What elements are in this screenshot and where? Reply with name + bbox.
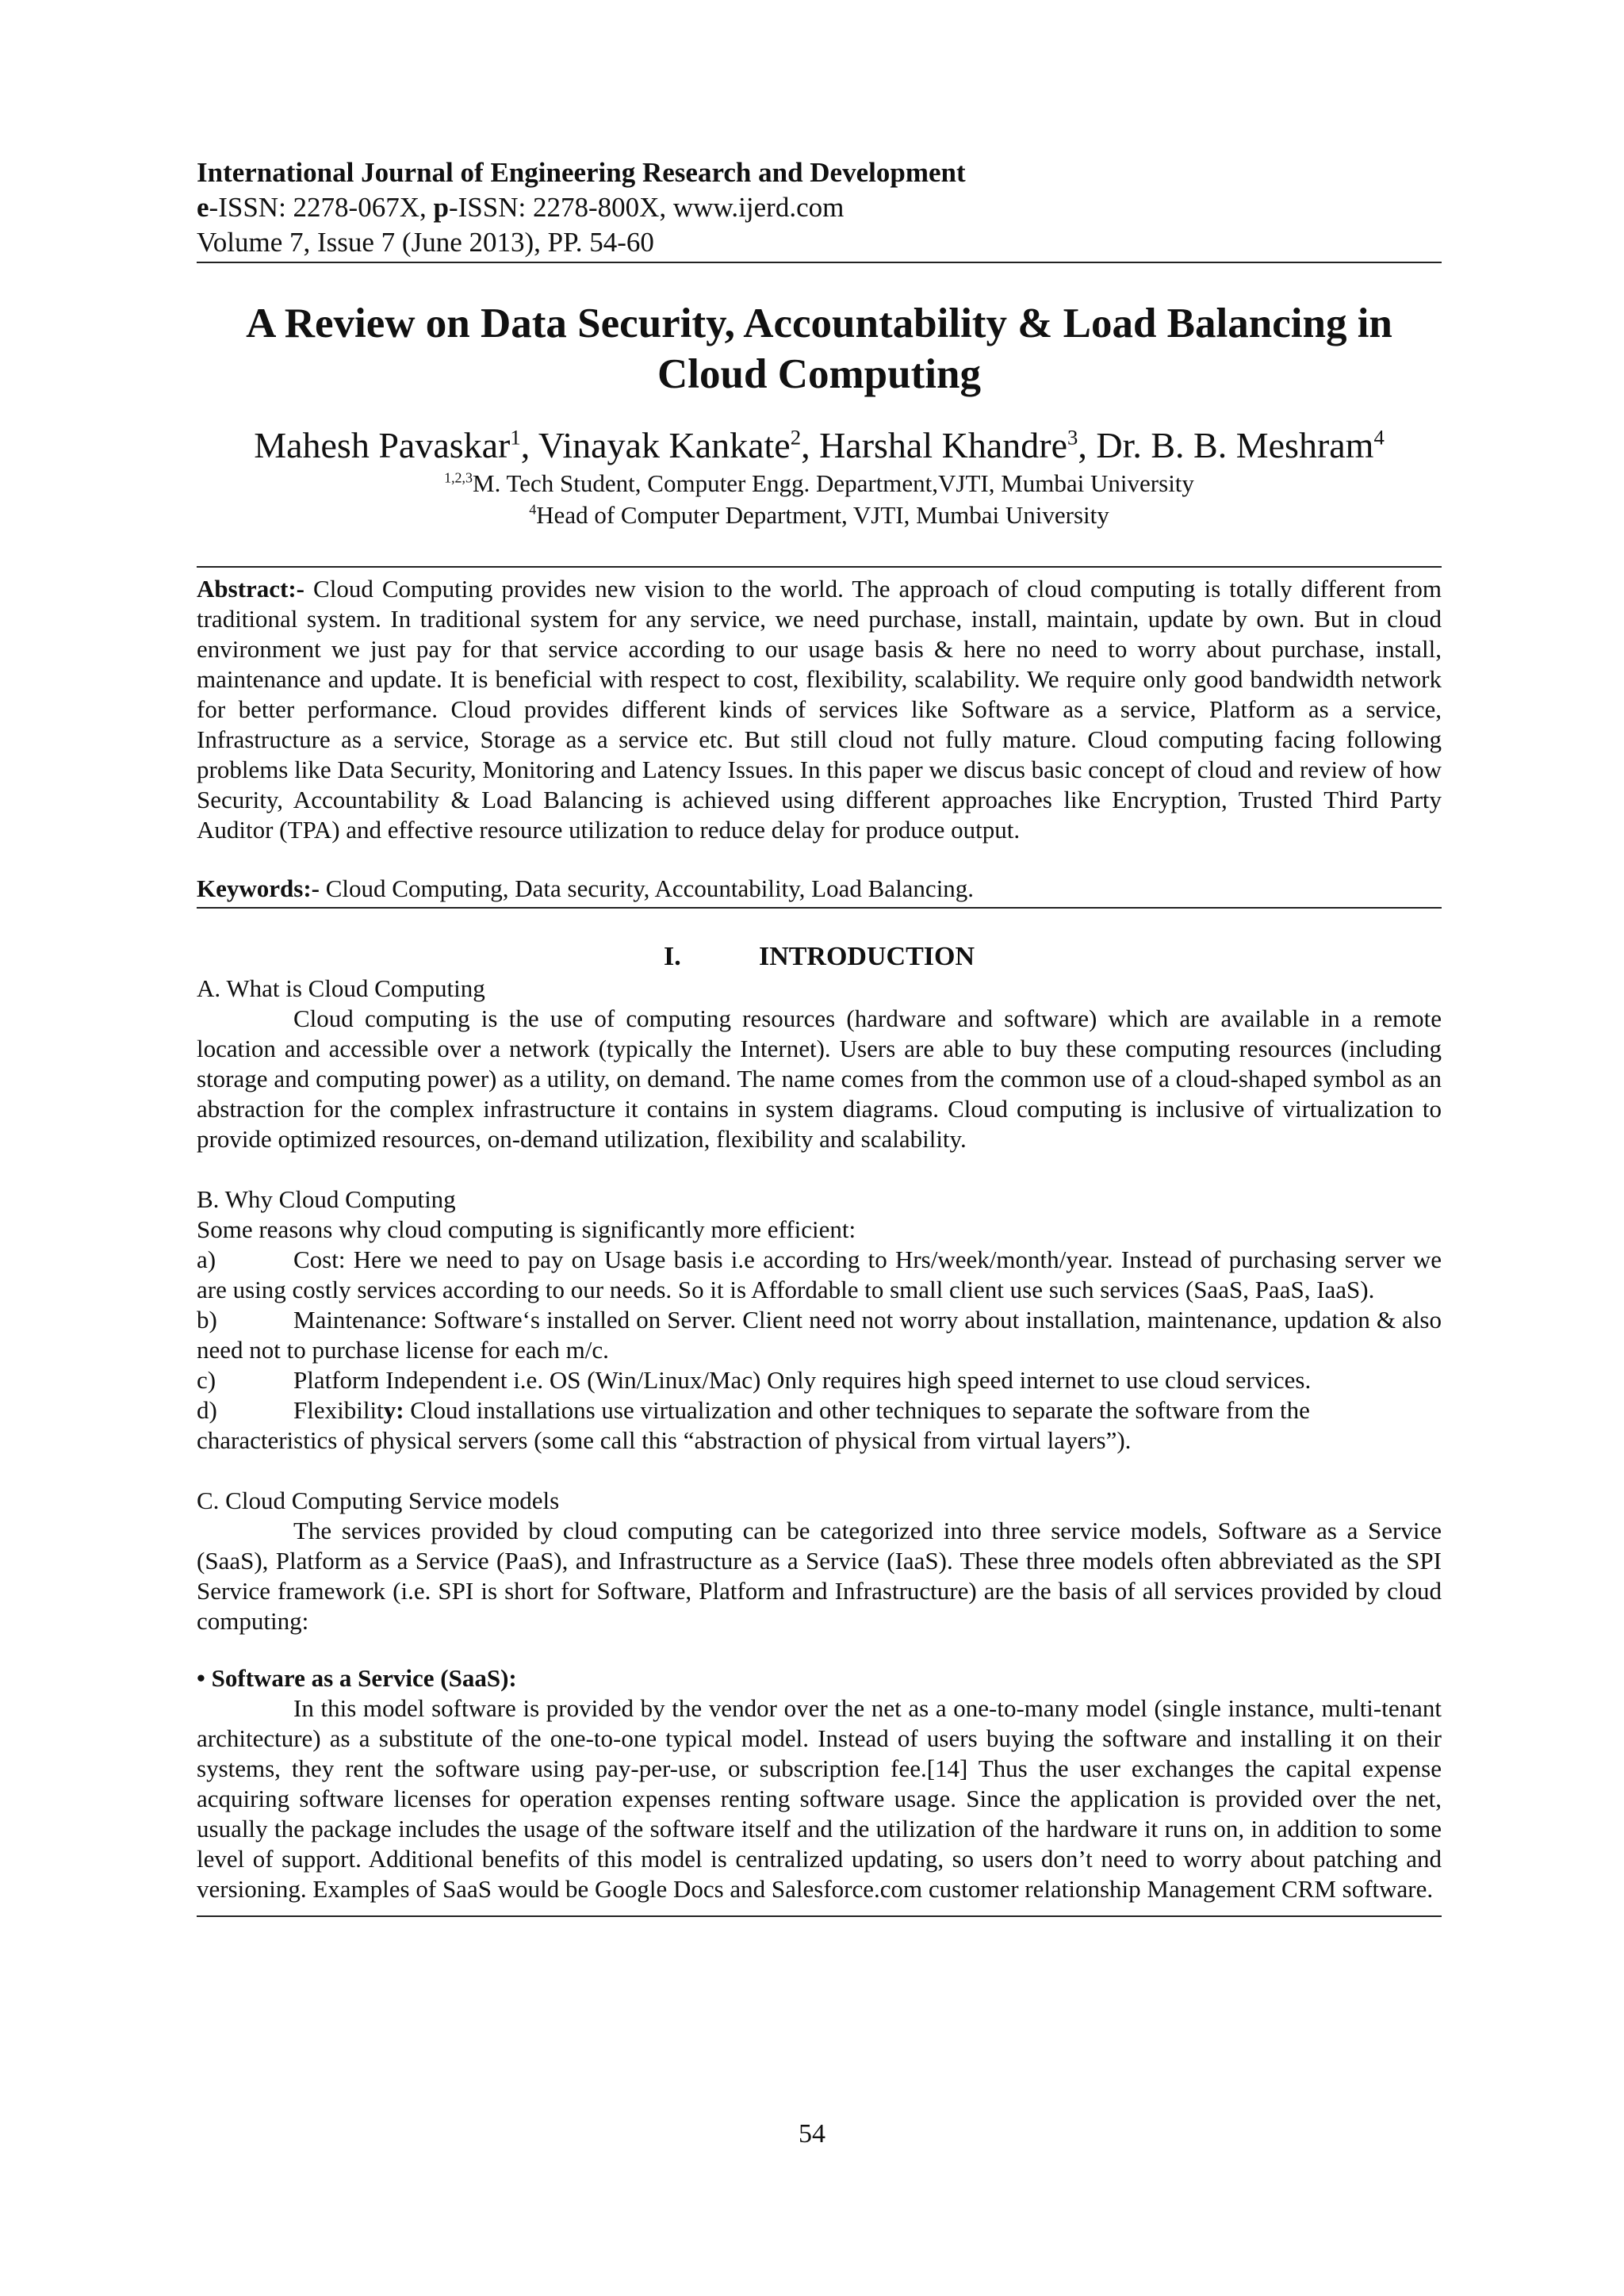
journal-issn: e-ISSN: 2278-067X, p-ISSN: 2278-800X, www.ijerd.com	[197, 192, 845, 223]
footer-rule	[197, 1915, 1442, 1917]
paper-title: A Review on Data Security, Accountability & Load Balancing in Cloud Computing	[246, 300, 1392, 397]
subsection-a-paragraph: Cloud computing is the use of computing resources (hardware and software) which are available in a remote location and accessible over a network (typically the Internet). Users are able to buy these computing resources (including storage and computing power) as a utility, on demand. The name comes from the common use of a cloud-shaped symbol as an abstraction for the complex infrastructure it contains in system diagrams. Cloud computing is inclusive of virtualization to provide optimized resources, on-demand utilization, flexibility and scalability.	[197, 1004, 1442, 1153]
subsection-b-heading: B. Why Cloud Computing	[197, 1185, 456, 1213]
journal-header	[197, 155, 1442, 260]
subsection-c-paragraph: The services provided by cloud computing can be categorized into three service models, Software as a Service (SaaS), Platform as a Service (PaaS), and Infrastructure as a Service (IaaS). These three models often abbreviated as the SPI Service framework (i.e. SPI is short for Software, Platform and Infrastructure) are the basis of all services provided by cloud computing:	[197, 1517, 1442, 1635]
list-item-maintenance: b) Maintenance: Software‘s installed on Server. Client need not worry about installation, maintenance, updation & also need not to purchase license for each m/c.	[197, 1306, 1442, 1364]
affiliation-2: $^4$Head of Computer Department, VJTI, Mumbai University	[529, 501, 1109, 529]
subsection-b-intro: Some reasons why cloud computing is significantly more efficient:	[197, 1215, 856, 1243]
section-heading-introduction: I. INTRODUCTION	[663, 942, 975, 971]
affiliation-1: $^{1,2,3}$M. Tech Student, Computer Engg. Department,VJTI, Mumbai University	[444, 469, 1194, 497]
subsection-c-heading: C. Cloud Computing Service models	[197, 1487, 560, 1514]
page-number: 54	[799, 2119, 825, 2149]
journal-name: International Journal of Engineering Research and Development	[197, 157, 966, 188]
list-item-flexibility: d) Flexibility: Cloud installations use virtualization and other techniques to separate the software from the characteristics of physical servers (some call this “abstraction of physical from virtual layers”).	[197, 1396, 1310, 1454]
subsection-a-heading: A. What is Cloud Computing	[197, 974, 485, 1002]
paper-page	[197, 155, 1442, 1917]
keywords: Keywords:- Cloud Computing, Data security, Accountability, Load Balancing.	[197, 874, 975, 902]
journal-volume: Volume 7, Issue 7 (June 2013), PP. 54-60	[197, 227, 654, 258]
abstract-top-rule	[197, 566, 1442, 568]
saas-paragraph: In this model software is provided by the vendor over the net as a one-to-many model (single instance, multi-tenant architecture) as a substitute of the one-to-one typical model. Instead of users buying the software and installing it on their systems, they rent the software using pay-per-use, or subscription fee.[14] Thus the user exchanges the capital expense acquiring software licenses for operation expenses renting software usage. Since the application is provided over the net, usually the package includes the usage of the software itself and the utilization of the hardware it runs on, in addition to some level of support. Additional benefits of this model is centralized updating, so users don’t need to worry about patching and versioning. Examples of SaaS would be Google Docs and Salesforce.com customer relationship Management CRM software.	[197, 1694, 1442, 1903]
list-item-platform: c) Platform Independent i.e. OS (Win/Linux/Mac) Only requires high speed internet to use cloud services.	[197, 1366, 1312, 1394]
keywords-rule	[197, 907, 1442, 909]
list-item-cost: a) Cost: Here we need to pay on Usage basis i.e according to Hrs/week/month/year. Instead of purchasing server we are using costly services according to our needs. So it is Affordable to small client use such services (SaaS, PaaS, IaaS).	[197, 1246, 1442, 1303]
abstract: Abstract:- Cloud Computing provides new vision to the world. The approach of cloud computing is totally different from traditional system. In traditional system for any service, we need purchase, install, maintain, update by own. But in cloud environment we just pay for that service according to our usage basis & here no need to worry about purchase, install, maintenance and update. It is beneficial with respect to cost, flexibility, scalability. We require only good bandwidth network for better performance. Cloud provides different kinds of services like Software as a service, Platform as a service, Infrastructure as a service, Storage as a service etc. But still cloud not fully mature. Cloud computing facing following problems like Data Security, Monitoring and Latency Issues. In this paper we discus basic concept of cloud and review of how Security, Accountability & Load Balancing is achieved using different approaches like Encryption, Trusted Third Party Auditor (TPA) and effective resource utilization to reduce delay for produce output.	[197, 575, 1442, 844]
author-list: Mahesh Pavaskar$^1$, Vinayak Kankate$^2$, Harshal Khandre$^3$, Dr. B. B. Meshram$^4$	[254, 425, 1385, 465]
saas-heading: • Software as a Service (SaaS):	[197, 1664, 517, 1692]
header-rule	[197, 262, 1442, 263]
